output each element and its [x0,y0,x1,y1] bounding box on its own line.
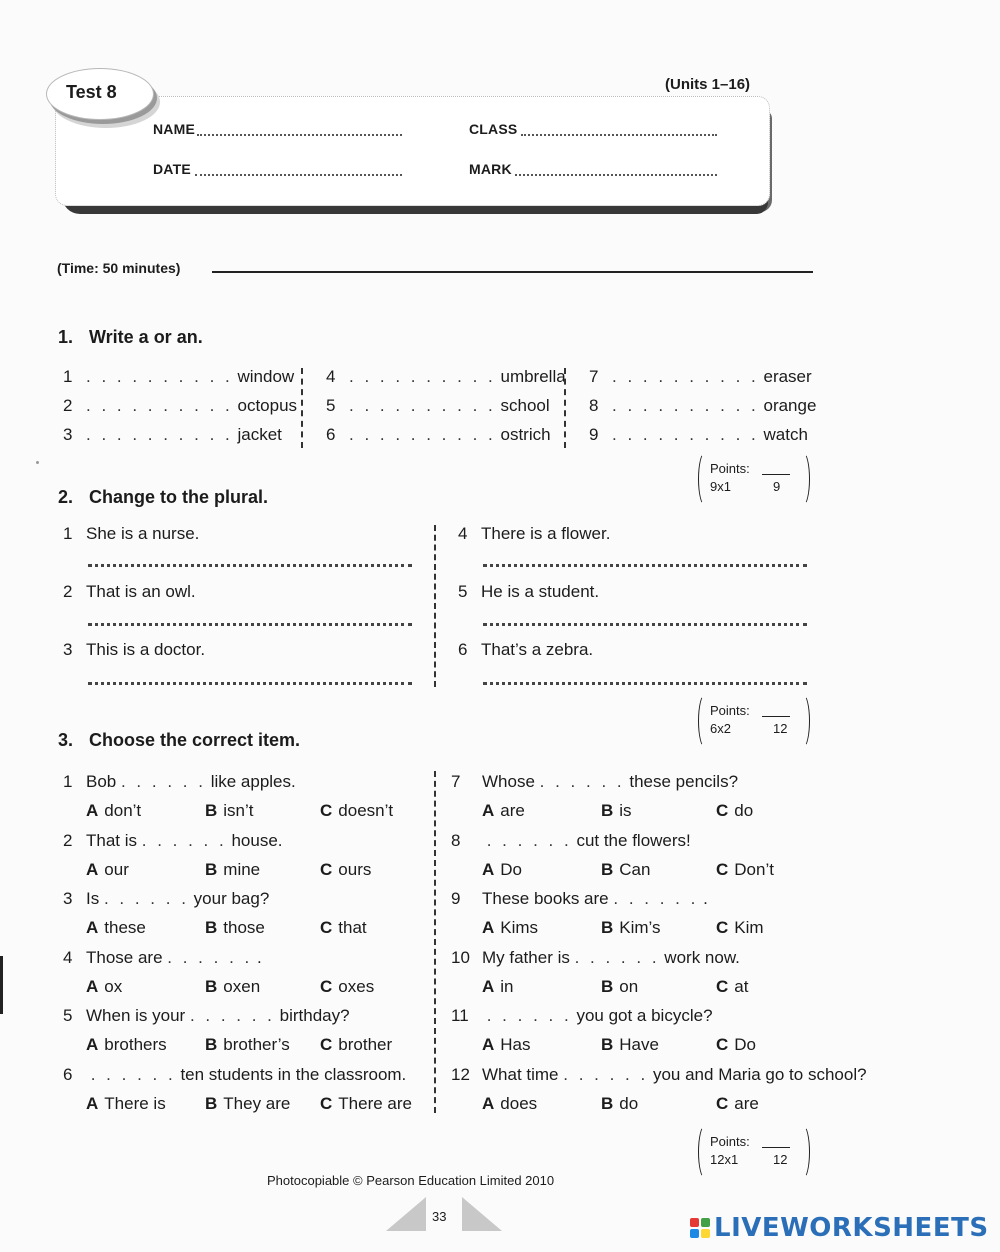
question-row: 12 What time . . . . . . you and Maria go to school? [451,1064,867,1084]
question-row: 11 . . . . . . you got a bicycle? [451,1006,713,1025]
option-c[interactable]: C Do [716,1035,757,1054]
student-info-box [55,96,770,206]
question-row: 3 Is . . . . . . your bag? [63,889,270,908]
name-field[interactable] [197,134,402,136]
list-item: 6 . . . . . . . . . . ostrich [326,425,551,444]
answer-blank[interactable]: . . . . . . [613,889,699,908]
points-box: Points: 6x2 12 [698,694,810,748]
section-3-title [58,730,300,751]
option-a[interactable]: A does [482,1093,538,1113]
list-item: 7 . . . . . . . . . . eraser [589,367,812,386]
question-row: 5 When is your . . . . . . birthday? [63,1006,350,1025]
column-divider [564,368,566,448]
option-c[interactable]: C Don’t [716,859,774,879]
answer-blank[interactable]: . . . . . . [574,947,660,967]
section-1-title [58,327,203,348]
list-item: 1 She is a nurse. [63,524,200,543]
page-tab-decoration [386,1197,426,1231]
page-tab-decoration [462,1197,502,1231]
answer-blank[interactable]: . . . . . . [103,889,189,908]
section-number: 3. [58,730,74,750]
section-number: 1. [58,327,74,347]
answer-line[interactable] [483,682,807,685]
list-item: 5 . . . . . . . . . . school [326,396,550,415]
scan-speck [36,461,39,464]
column-divider [434,771,436,1113]
question-row: 2 That is . . . . . . house. [63,830,283,850]
time-limit: (Time: 50 minutes) [57,260,181,276]
section-title-text: Write a or an. [89,327,203,347]
answer-blank[interactable]: . . . . . . [167,947,253,967]
list-item: 1 . . . . . . . . . . window [63,367,295,386]
units-range: (Units 1–16) [665,76,751,93]
option-a[interactable]: A ox [86,976,123,996]
option-c[interactable]: C do [716,801,754,820]
section-2-title [58,487,268,508]
answer-blank[interactable]: . . . . . . . . . . [349,396,496,415]
answer-blank[interactable]: . . . . . . . . . . [86,367,233,386]
page-number: 33 [432,1209,447,1224]
answer-blank[interactable]: . . . . . . . . . . [349,425,496,444]
option-c[interactable]: C doesn’t [320,801,394,820]
option-c[interactable]: C oxes [320,976,375,996]
option-b[interactable]: B mine [205,859,261,879]
answer-blank[interactable]: . . . . . . [563,1064,649,1084]
question-row: 7 Whose . . . . . . these pencils? [451,772,739,791]
answer-blank[interactable]: . . . . . . [90,1064,176,1084]
logo-grid-icon [690,1218,710,1238]
option-b[interactable]: B on [601,976,639,996]
question-row: 4 Those are . . . . . . . [63,947,262,967]
question-row: 1 Bob . . . . . . like apples. [63,772,296,791]
answer-line[interactable] [88,623,412,626]
option-c[interactable]: C ours [320,859,372,879]
answer-line[interactable] [88,564,412,567]
answer-blank[interactable]: . . . . . . [141,830,227,850]
points-box: Points: 12x1 12 [698,1125,810,1179]
list-item: 5 He is a student. [458,582,600,601]
points-box: Points: 9x1 9 [698,452,810,506]
answer-line[interactable] [88,682,412,685]
copyright-note: Photocopiable © Pearson Education Limited 2010 [267,1173,555,1188]
option-a[interactable]: A There is [86,1093,166,1113]
option-a[interactable]: A Has [482,1035,531,1054]
brand-name: LIVEWORKSHEETS [714,1213,989,1243]
option-a[interactable]: A these [86,918,146,937]
list-item: 3 This is a doctor. [63,640,206,659]
option-a[interactable]: A Kims [482,918,539,937]
section-number: 2. [58,487,74,507]
liveworksheets-logo[interactable] [690,1213,989,1243]
list-item: 2 That is an owl. [63,582,196,601]
option-b[interactable]: B Have [601,1035,659,1054]
date-label: DATE [153,161,191,177]
question-row: 8 . . . . . . cut the flowers! [451,830,691,850]
list-item: 8 . . . . . . . . . . orange [589,396,817,415]
test-title: Test 8 [66,82,117,102]
option-a[interactable]: A our [86,859,129,879]
column-divider [434,525,436,687]
question-row: 6 . . . . . . ten students in the classroom. [63,1064,407,1084]
list-item: 6 That’s a zebra. [458,640,594,659]
list-item: 9 . . . . . . . . . . watch [589,425,808,444]
option-b[interactable]: B Kim’s [601,918,661,937]
option-c[interactable]: C Kim [716,918,764,937]
column-divider [301,368,303,448]
option-c[interactable]: C at [716,976,749,996]
option-c[interactable]: C There are [320,1093,412,1113]
question-row: 9 These books are . . . . . . . [451,889,708,908]
mark-field[interactable] [515,174,717,176]
option-a[interactable]: A Do [482,859,523,879]
answer-blank[interactable]: . . . . . . . . . . [349,367,496,386]
answer-blank[interactable]: . . . . . . . . . . [612,367,759,386]
answer-blank[interactable]: . . . . . . [486,830,572,850]
answer-blank[interactable]: . . . . . . . . . . [86,396,233,415]
answer-blank[interactable]: . . . . . . [539,772,625,791]
option-c[interactable]: C brother [320,1035,393,1054]
option-b[interactable]: B brother’s [205,1035,290,1054]
answer-blank[interactable]: . . . . . . . . . . [612,396,759,415]
option-a[interactable]: A are [482,801,525,820]
option-a[interactable]: A brothers [86,1035,167,1054]
option-c[interactable]: C are [716,1093,759,1113]
question-row: 10 My father is . . . . . . work now. [451,947,740,967]
answer-blank[interactable]: . . . . . . . . . . [86,425,233,444]
option-b[interactable]: B do [601,1093,639,1113]
section-title-text: Choose the correct item. [89,730,301,750]
class-label: CLASS [469,121,518,137]
option-b[interactable]: B Can [601,859,651,879]
mark-label: MARK [469,161,512,177]
answer-blank[interactable]: . . . . . . [120,772,206,791]
option-a[interactable]: A don’t [86,801,142,820]
section-title-text: Change to the plural. [89,487,269,507]
list-item: 4 There is a flower. [458,524,611,543]
date-field[interactable] [195,174,402,176]
option-b[interactable]: B those [205,918,265,937]
answer-blank[interactable]: . . . . . . [486,1006,572,1025]
option-b[interactable]: B is [601,801,632,820]
list-item: 4 . . . . . . . . . . umbrella [326,367,566,386]
option-b[interactable]: B isn’t [205,801,254,820]
class-field[interactable] [521,134,717,136]
answer-line[interactable] [483,623,807,626]
option-b[interactable]: B They are [205,1093,291,1113]
list-item: 3 . . . . . . . . . . jacket [63,425,282,444]
answer-line[interactable] [483,564,807,567]
scan-edge-mark [0,956,3,1014]
option-b[interactable]: B oxen [205,976,261,996]
time-rule [212,271,813,273]
option-a[interactable]: A in [482,976,514,996]
answer-blank[interactable]: . . . . . . . . . . [612,425,759,444]
list-item: 2 . . . . . . . . . . octopus [63,396,298,415]
answer-blank[interactable]: . . . . . . [189,1006,275,1025]
option-c[interactable]: C that [320,918,367,937]
name-label: NAME [153,121,196,137]
